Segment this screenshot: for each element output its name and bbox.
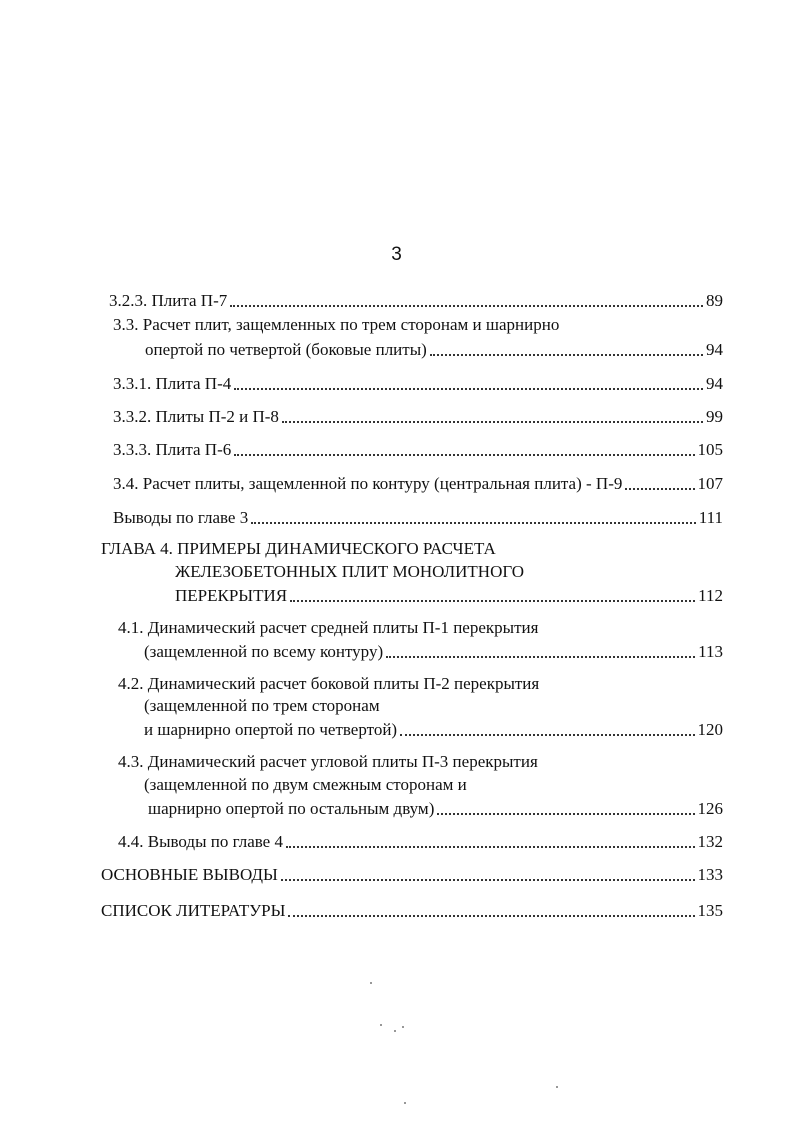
toc-entry-3-3-2 <box>113 404 723 428</box>
toc-chapter-4-line1: ГЛАВА 4. ПРИМЕРЫ ДИНАМИЧЕСКОГО РАСЧЕТА <box>101 539 496 558</box>
toc-chapter-4-line2: ЖЕЛЕЗОБЕТОННЫХ ПЛИТ МОНОЛИТНОГО <box>175 562 525 581</box>
toc-entry-3-3-line1: 3.3. Расчет плит, защемленных по трем сторонам и шарнирно <box>113 315 560 334</box>
toc-entry-4-3 <box>148 796 723 820</box>
toc-entry-page: 133 <box>697 865 723 884</box>
toc-entry-label: и шарнирно опертой по четвертой) <box>144 720 398 739</box>
toc-entry-label: шарнирно опертой по остальным двум) <box>148 799 435 818</box>
leader-dots <box>430 354 703 356</box>
toc-entry-page: 89 <box>706 291 723 310</box>
toc-entry-4-2-line2: (защемленной по трем сторонам <box>144 696 380 715</box>
leader-dots <box>282 421 703 423</box>
leader-dots <box>386 656 695 658</box>
toc-entry-3-4 <box>113 471 723 495</box>
leader-dots <box>625 488 694 490</box>
toc-entry-label: 3.4. Расчет плиты, защемленной по контуру (центральная плита) - П-9 <box>113 474 623 493</box>
leader-dots <box>234 388 703 390</box>
leader-dots <box>400 734 694 736</box>
toc-entry-label: 3.2.3. Плита П-7 <box>109 291 228 310</box>
toc-entry-label: 3.3.1. Плита П-4 <box>113 374 232 393</box>
toc-entry-3-3 <box>145 337 723 361</box>
toc-entry-3-3-1 <box>113 371 723 395</box>
scan-speck <box>404 1102 406 1104</box>
toc-entry-4-3-line2: (защемленной по двум смежным сторонам и <box>144 775 467 794</box>
toc-entry-page: 94 <box>706 374 723 393</box>
toc-entry-label: СПИСОК ЛИТЕРАТУРЫ <box>101 901 286 920</box>
scan-speck <box>380 1024 382 1026</box>
toc-entry-page: 113 <box>698 642 723 661</box>
toc-entry-label: 3.3.2. Плиты П-2 и П-8 <box>113 407 279 426</box>
toc-entry-4-2 <box>144 717 723 741</box>
toc-entry-page: 94 <box>706 340 723 359</box>
toc-entry-page: 99 <box>706 407 723 426</box>
leader-dots <box>230 305 703 307</box>
toc-entry-label: 4.4. Выводы по главе 4 <box>118 832 283 851</box>
toc-entry-label: 3.3.3. Плита П-6 <box>113 440 232 459</box>
toc-entry-4-3-line1: 4.3. Динамический расчет угловой плиты П-3 перекрытия <box>118 752 538 771</box>
toc-entry-3-2-3 <box>109 288 723 312</box>
leader-dots <box>437 813 694 815</box>
toc-entry-4-4 <box>118 829 723 853</box>
scan-speck <box>402 1026 404 1028</box>
leader-dots <box>281 879 695 881</box>
leader-dots <box>290 600 695 602</box>
leader-dots <box>286 846 695 848</box>
toc-entry-page: 135 <box>697 901 723 920</box>
toc-entry-label: опертой по четвертой (боковые плиты) <box>145 340 427 359</box>
page-number: 3 <box>391 244 402 265</box>
toc-entry-page: 105 <box>697 440 723 459</box>
toc-entry-page: 107 <box>697 474 723 493</box>
scan-speck <box>394 1030 396 1032</box>
toc-entry-main-conclusions <box>101 862 723 886</box>
toc-chapter-4 <box>175 583 723 607</box>
scan-speck <box>556 1086 558 1088</box>
leader-dots <box>288 915 694 917</box>
toc-entry-page: 111 <box>698 508 723 527</box>
scan-speck <box>370 982 372 984</box>
toc-entry-label: ОСНОВНЫЕ ВЫВОДЫ <box>101 865 278 884</box>
toc-entry-page: 112 <box>698 586 723 605</box>
toc-entry-4-1-line1: 4.1. Динамический расчет средней плиты П-1 перекрытия <box>118 618 539 637</box>
toc-entry-page: 126 <box>697 799 723 818</box>
toc-entry-conclusions-3 <box>113 505 723 529</box>
toc-entry-3-3-3 <box>113 437 723 461</box>
toc-entry-page: 120 <box>697 720 723 739</box>
toc-entry-page: 132 <box>697 832 723 851</box>
leader-dots <box>234 454 694 456</box>
leader-dots <box>251 522 696 524</box>
toc-entry-4-2-line1: 4.2. Динамический расчет боковой плиты П-2 перекрытия <box>118 674 540 693</box>
toc-entry-label: (защемленной по всему контуру) <box>144 642 384 661</box>
toc-entry-4-1 <box>144 639 723 663</box>
toc-entry-label: ПЕРЕКРЫТИЯ <box>175 586 288 605</box>
toc-entry-references <box>101 898 723 922</box>
toc-entry-label: Выводы по главе 3 <box>113 508 249 527</box>
